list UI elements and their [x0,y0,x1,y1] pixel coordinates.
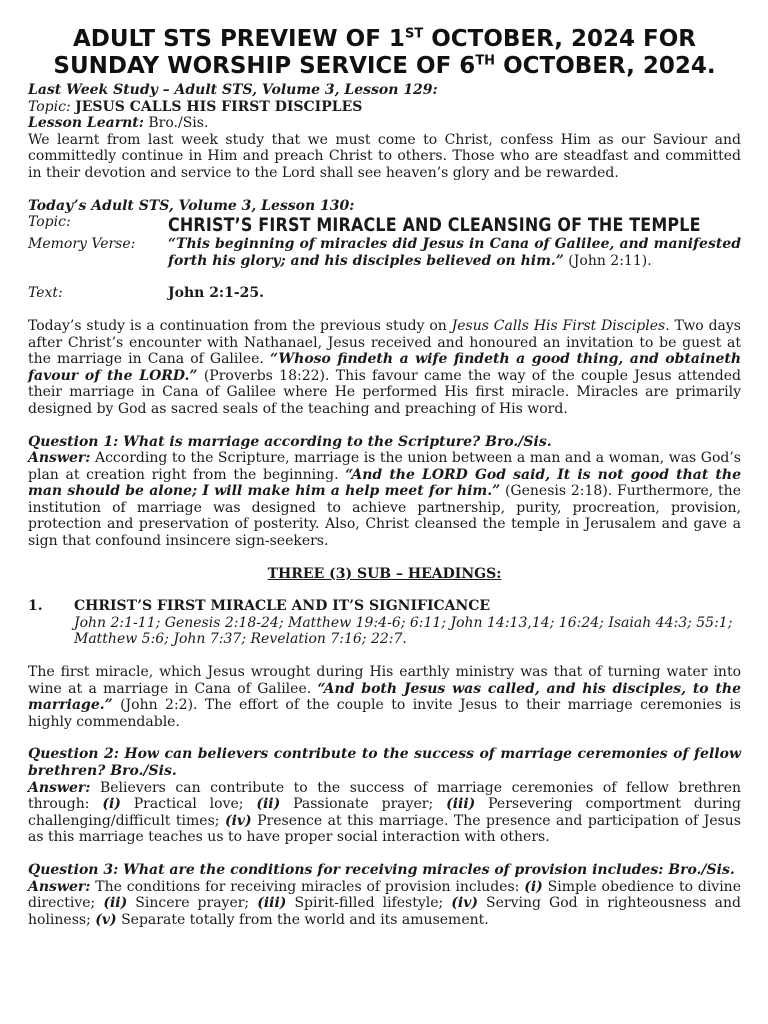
answer-3-intro: The conditions for receiving miracles of provision includes: [90,878,525,895]
answer-3-item-1: Simple obedience to divine directive; [28,878,741,912]
answer-3-num-3: (iii) [257,895,287,912]
question-1: Question 1: What is marriage according to the Scripture? Bro./Sis. [28,433,552,450]
answer-3-item-2: Sincere prayer; [127,895,258,912]
answer-3-num-4: (iv) [451,895,478,912]
title-line1-text: ADULT STS PREVIEW OF 1 [73,26,405,52]
answer-2-item-1: Practical love; [120,796,257,813]
answer-2-item-4: Presence at this marriage. The presence and participation of Jesus as this marriage teaches us to have proper social interaction with others. [28,812,741,846]
memory-verse-row [28,236,741,269]
answer-1-text-1: According to the Scripture, marriage is the union between a man and a woman, was God’s plan at creation right from the beginning. [28,450,741,483]
answer-3-label: Answer: [28,878,91,895]
answer-2-label: Answer: [28,779,91,796]
miracle-quote: “And both Jesus was called, and his disciples, to the marriage.” [28,680,741,714]
answer-2-num-1: (i) [102,796,121,813]
answer-2-item-2: Passionate prayer; [280,796,447,813]
intro-text-2: Two days after Christ’s encounter with Nathanael, Jesus received and honoured an invitation to be guest at the marriage in Cana of Galilee. [28,317,741,368]
question-2: Question 2: How can believers contribute to the success of marriage ceremonies of fellow brethren? Bro./Sis. [28,746,741,779]
question-3: Question 3: What are the conditions for receiving miracles of provision includes: Bro./Sis. [28,861,735,878]
memory-verse-quote: “This beginning of miracles did Jesus in Cana of Galilee, and manifested forth his glory; and his disciples believed on him.” [168,236,741,269]
memory-verse-label: Memory Verse: [28,236,136,253]
title-line2-tail: OCTOBER, 2024. [495,53,716,79]
document-page [28,26,741,928]
text-row [28,285,741,302]
subheading-item [28,598,741,615]
intro-previous-study: Jesus Calls His First Disciples. [451,317,670,334]
miracle-paragraph [28,664,741,730]
title-line2 [53,53,715,79]
answer-3 [28,879,741,929]
miracle-text-2: (John 2:2). The effort of the couple to invite Jesus to their marriage ceremonies is highly commendable. [28,697,741,730]
answer-3-item-4: Serving God in righteousness and holiness; [28,895,741,928]
lesson-title: CHRIST’S FIRST MIRACLE AND CLEANSING OF THE TEMPLE [168,214,701,237]
lesson-learnt [28,115,741,132]
subheading-heading: CHRIST’S FIRST MIRACLE AND IT’S SIGNIFICANCE [74,598,491,615]
answer-3-num-2: (ii) [103,895,128,912]
title-line2-sup: TH [475,53,496,69]
intro-paragraph [28,318,741,418]
answer-3-num-5: (v) [95,911,117,928]
answer-2 [28,780,741,846]
subheading-refs: John 2:1-11; Genesis 2:18-24; Matthew 19:4-6; 6:11; John 14:13,14; 16:24; Isaiah 44:3; 55:1; Matthew 5:6; John 7:37; Revelation 7:16; 22:7. [74,614,733,648]
subheadings-title: THREE (3) SUB – HEADINGS: [267,565,502,582]
lesson-learnt-label: Lesson Learnt: [28,115,144,132]
last-week-topic [28,99,741,116]
text-value: John 2:1-25. [168,285,265,302]
last-week-topic-value: JESUS CALLS HIS FIRST DISCIPLES [75,98,363,115]
answer-2-num-3: (iii) [446,796,476,813]
intro-quote: “Whoso findeth a wife findeth a good thing, and obtaineth favour of the LORD.” [28,351,742,384]
document-title [28,26,741,80]
today-heading: Today’s Adult STS, Volume 3, Lesson 130: [28,197,355,214]
answer-1-text-2: (Genesis 2:18). Furthermore, the institution of marriage was designed to achieve partnership, purity, procreation, provision, protection and preservation of posterity. Also, Christ cleansed the temple in Jerusalem and gave a sign that confound insincere sign-seekers. [28,483,741,550]
lesson-learnt-value: Bro./Sis. [143,115,209,132]
answer-2-item-3: Persevering comportment during challenging/difficult times; [28,796,741,829]
last-week-summary: We learnt from last week study that we must come to Christ, confess Him as our Saviour and committedly continue in Him and preach Christ to others. Those who are steadfast and committed in their devotion and service to the Lord shall see heaven’s glory and be rewarded. [28,131,741,181]
answer-2-num-4: (iv) [224,812,252,829]
miracle-text-1: The first miracle, which Jesus wrought during His earthly ministry was that of turning water into wine at a marriage in Cana of Galilee. [28,664,741,697]
text-label: Text: [28,285,63,302]
memory-verse-ref: (John 2:11). [563,252,652,269]
subheading-number: 1. [28,598,43,615]
answer-1-quote: “And the LORD God said, It is not good that the man should be alone; I will make him a help meet for him.” [28,466,741,500]
today-topic-row [28,214,741,236]
last-week-heading: Last Week Study – Adult STS, Volume 3, Lesson 129: [28,82,438,98]
last-week-topic-label: Topic: [28,98,71,115]
intro-text-1: Today’s study is a continuation from the previous study on [28,317,452,334]
answer-3-item-5: Separate totally from the world and its amusement. [116,911,489,928]
answer-1-label: Answer: [28,450,91,467]
title-line2-text: SUNDAY WORSHIP SERVICE OF 6 [53,53,476,79]
title-line1 [73,26,696,52]
intro-text-3: (Proverbs 18:22). This favour came the way of the couple Jesus attended their marriage in Cana of Galilee where He performed His first miracle. Miracles are primarily designed by God as sacred seals of the teaching and preaching of His word. [28,367,741,417]
answer-2-intro: Believers can contribute to the success of marriage ceremonies of fellow brethren through: [28,779,741,813]
today-topic-label: Topic: [28,214,71,231]
answer-2-num-2: (ii) [256,796,281,813]
answer-3-item-3: Spirit-filled lifestyle; [286,895,452,912]
title-line1-sup: ST [404,26,424,42]
answer-3-num-1: (i) [524,878,543,895]
title-line1-tail: OCTOBER, 2024 FOR [423,26,696,52]
answer-1 [28,450,741,550]
